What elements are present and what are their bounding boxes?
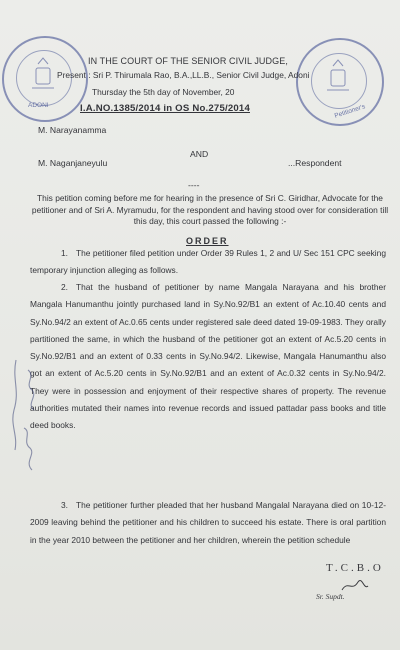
respondent-name: M. Naganjaneyulu <box>38 158 108 168</box>
order-date: Thursday the 5th day of November, 20 <box>92 87 235 97</box>
court-title: IN THE COURT OF THE SENIOR CIVIL JUDGE, <box>88 56 288 66</box>
paragraph-text: The petitioner further pleaded that her husband Mangalal Narayana died on 10-12-2009 leaving behind the petitioner and his children to succeed his estate. There is oral partition in the year 2010 between the petitioner and her children, wherein the petition schedule <box>30 500 386 545</box>
paragraph-3 <box>30 497 386 549</box>
and-separator: AND <box>190 149 209 159</box>
paragraph-text: That the husband of petitioner by name Mangala Narayana and his brother Mangala Hanumanthu jointly purchased land in Sy.No.92/B1 an extent of Ac.10.40 cents and Sy.No.94/2 an extent of Ac.0.65 cents under registered sale deed dated 19-09-1983. They orally partitioned the same, in which the husband of the petitioner got an extent of Ac.5.20 cents in Sy.No.92/B1 and an extent of 0.33 cents in Sy.No.94/2. Likewise, Mangala Hanumanthu also got an extent of Ac.5.20 cents in Sy.No.92/B1 and an extent of Ac.0.32 cents in Sy.No.94/2. They were in possession and enjoyment of their respective shares of property. The revenue authorities mutated their names into revenue records and issued pattadar pass books and title deed books. <box>30 282 386 431</box>
petitioner-name: M. Narayanamma <box>38 125 107 135</box>
respondent-label: ...Respondent <box>288 158 342 168</box>
paragraph-1 <box>30 245 386 280</box>
presiding-officer: Present : Sri P. Thirumala Rao, B.A.,LL.B., Senior Civil Judge, Adoni <box>57 70 310 80</box>
paragraph-number: 2. <box>61 282 68 292</box>
seal-text-right: Petitioner's <box>333 103 367 120</box>
paragraph-number: 1. <box>61 248 68 258</box>
section-separator: ---- <box>188 180 200 190</box>
paragraph-2 <box>30 279 386 435</box>
paragraph-number: 3. <box>61 500 68 510</box>
case-number: I.A.NO.1385/2014 in OS No.275/2014 <box>80 103 250 114</box>
paragraph-text: The petitioner filed petition under Order 39 Rules 1, 2 and U/ Sec 151 CPC seeking temporary injunction alleging as follows. <box>30 248 386 276</box>
court-seal-stamp-right <box>296 38 384 126</box>
order-heading: ORDER <box>186 236 229 246</box>
intro-paragraph: This petition coming before me for hearing in the presence of Sri C. Giridhar, Advocate for the petitioner and of Sri A. Myramudu, for the respondent and having stood over for consideration till this day, this court passed the following :- <box>31 193 389 226</box>
tcbo-mark: T.C.B.O <box>326 562 384 574</box>
seal-text-left: ADONI <box>28 102 49 109</box>
signature-designation: Sr. Supdt. <box>316 592 345 601</box>
handwritten-margin-note <box>6 350 46 480</box>
